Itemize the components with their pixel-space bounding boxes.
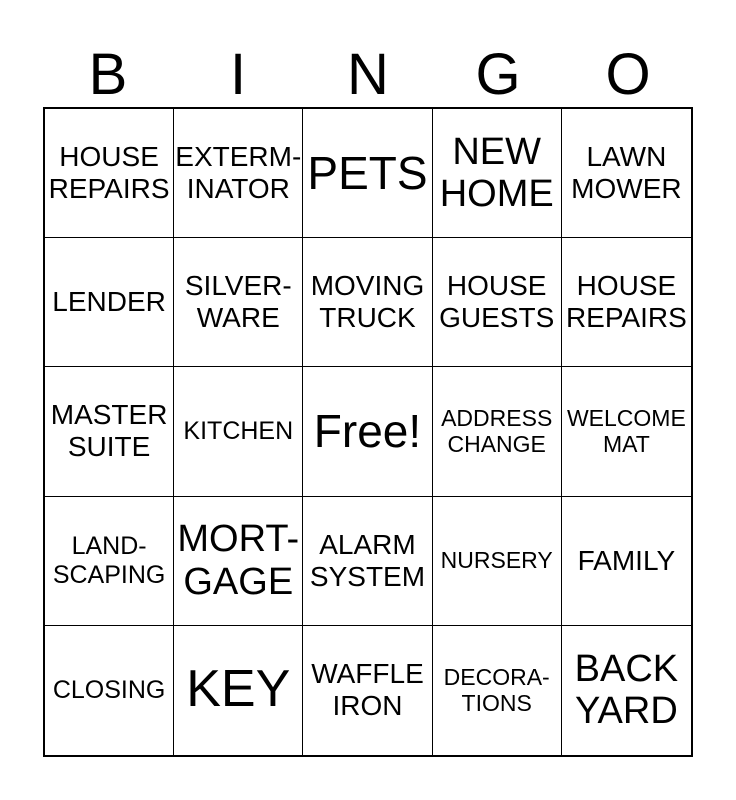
bingo-cell: WAFFLE IRON [303, 626, 432, 755]
bingo-cell: KEY [174, 626, 303, 755]
bingo-cell: LAWN MOWER [562, 109, 691, 238]
bingo-header [43, 42, 693, 108]
bingo-cell: CLOSING [45, 626, 174, 755]
header-letter-b: B [88, 42, 128, 107]
header-letter-n: N [347, 42, 389, 107]
bingo-cell: MASTER SUITE [45, 367, 174, 496]
bingo-cell: NURSERY [433, 497, 562, 626]
bingo-cell: FAMILY [562, 497, 691, 626]
bingo-cell: MORT- GAGE [174, 497, 303, 626]
bingo-cell: EXTERM- INATOR [174, 109, 303, 238]
bingo-cell: HOUSE GUESTS [433, 238, 562, 367]
header-letter-g: G [475, 42, 521, 107]
bingo-cell: LAND- SCAPING [45, 497, 174, 626]
bingo-cell: WELCOME MAT [562, 367, 691, 496]
bingo-cell free-space: Free! [303, 367, 432, 496]
bingo-cell: KITCHEN [174, 367, 303, 496]
bingo-cell: HOUSE REPAIRS [562, 238, 691, 367]
bingo-cell: NEW HOME [433, 109, 562, 238]
bingo-cell: MOVING TRUCK [303, 238, 432, 367]
header-letter-o: O [605, 42, 651, 107]
bingo-cell: LENDER [45, 238, 174, 367]
bingo-cell: HOUSE REPAIRS [45, 109, 174, 238]
bingo-cell: PETS [303, 109, 432, 238]
header-letter-i: I [229, 42, 247, 107]
bingo-cell: ADDRESS CHANGE [433, 367, 562, 496]
bingo-cell: ALARM SYSTEM [303, 497, 432, 626]
bingo-cell: DECORA- TIONS [433, 626, 562, 755]
bingo-board [43, 107, 693, 757]
bingo-cell: BACK YARD [574, 647, 679, 733]
bingo-cell: SILVER- WARE [174, 238, 303, 367]
